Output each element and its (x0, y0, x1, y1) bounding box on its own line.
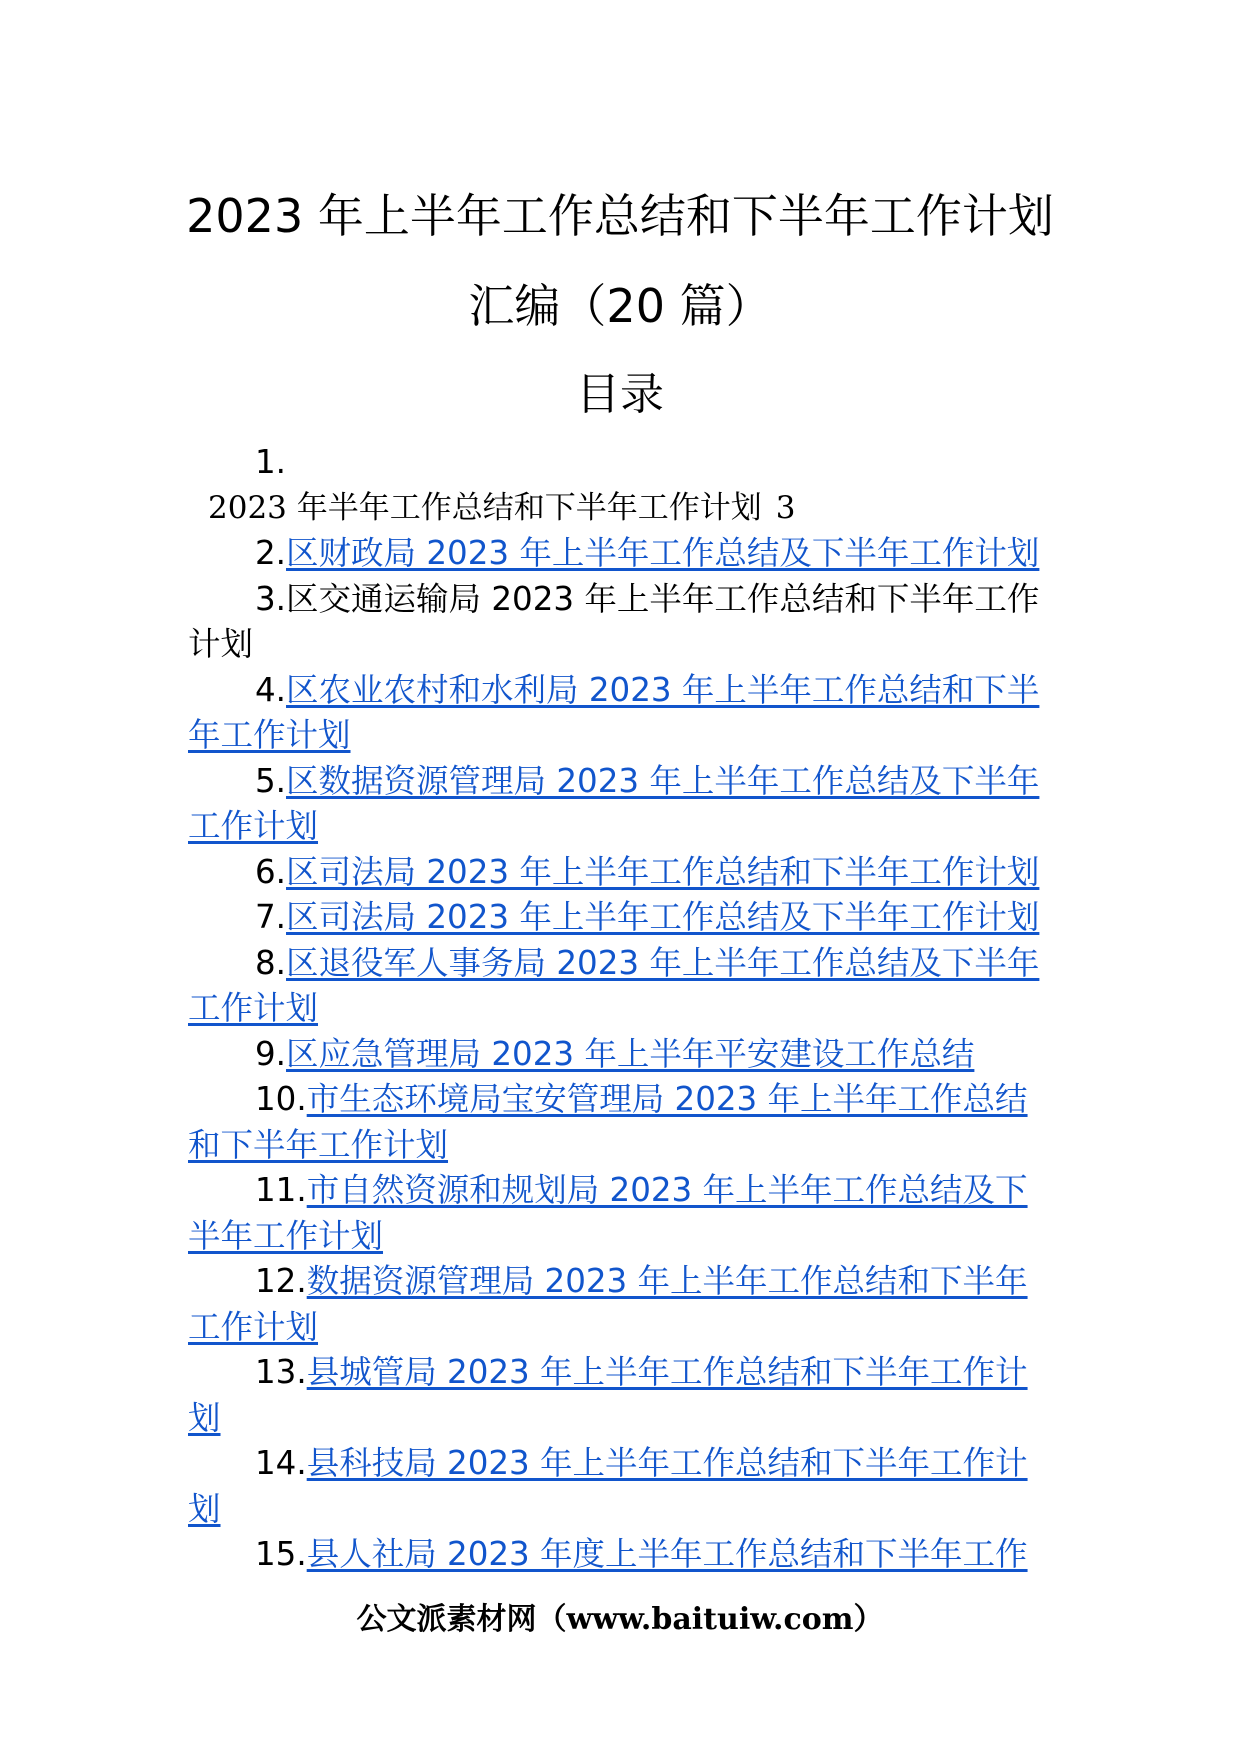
toc-item-4[interactable] (188, 668, 1055, 759)
toc-item-label: 2023 年半年工作总结和下半年工作计划 (208, 489, 762, 526)
toc-item-link[interactable]: 区财政局 2023 年上半年工作总结及下半年工作计划 (286, 534, 1040, 572)
toc-item-13[interactable] (188, 1350, 1055, 1441)
toc-item-number: 7. (255, 898, 287, 936)
toc-item-1-text[interactable] (188, 486, 1055, 532)
toc-heading: 目录 (576, 369, 664, 420)
toc-item-link[interactable]: 区应急管理局 2023 年上半年平安建设工作总结 (286, 1034, 975, 1073)
document-title-line-2: 汇编（20 篇） (468, 279, 772, 333)
toc-item-number: 15. (255, 1535, 307, 1573)
toc-item-number: 11. (255, 1171, 307, 1209)
toc-item-number: 10. (255, 1080, 307, 1118)
toc-item-number: 4. (255, 670, 287, 709)
toc-item-1[interactable] (188, 440, 1055, 486)
toc-item-10[interactable] (188, 1077, 1055, 1168)
toc-item-14[interactable] (188, 1441, 1055, 1532)
toc-item-link[interactable]: 区数据资源管理局 2023 年上半年工作总结及下半年工作计划 (188, 761, 1040, 845)
toc-item-number: 13. (255, 1353, 307, 1391)
toc-page-number: 3 (775, 489, 796, 526)
toc-item-3[interactable] (188, 577, 1055, 668)
toc-item-8[interactable] (188, 941, 1055, 1032)
toc-item-link[interactable]: 县人社局 2023 年度上半年工作总结和下半年工作 (306, 1535, 1028, 1573)
toc-item-5[interactable] (188, 759, 1055, 850)
toc-item-7[interactable] (188, 895, 1055, 941)
toc-item-number: 6. (255, 852, 287, 891)
toc-item-2[interactable] (188, 531, 1055, 577)
toc-item-12[interactable] (188, 1259, 1055, 1350)
toc-item-link[interactable]: 区司法局 2023 年上半年工作总结及下半年工作计划 (286, 898, 1040, 936)
toc-item-6[interactable] (188, 850, 1055, 896)
toc-item-number: 2. (255, 534, 287, 572)
toc-item-number: 14. (255, 1444, 307, 1482)
toc-item-link[interactable]: 区退役军人事务局 2023 年上半年工作总结及下半年工作计划 (188, 943, 1040, 1027)
toc-item-label[interactable]: 区交通运输局 2023 年上半年工作总结和下半年工作计划 (188, 579, 1040, 663)
toc-item-15[interactable] (188, 1532, 1055, 1578)
toc-item-number: 8. (255, 943, 287, 982)
toc-item-link[interactable]: 县城管局 2023 年上半年工作总结和下半年工作计划 (188, 1353, 1028, 1437)
toc-item-number: 5. (255, 761, 287, 800)
toc-item-number: 12. (255, 1262, 307, 1300)
toc-item-link[interactable]: 区司法局 2023 年上半年工作总结和下半年工作计划 (286, 852, 1040, 891)
toc-item-number: 3. (255, 579, 287, 618)
toc-item-number: 1. (255, 443, 287, 481)
toc-item-link[interactable]: 数据资源管理局 2023 年上半年工作总结和下半年工作计划 (188, 1262, 1028, 1346)
toc-item-11[interactable] (188, 1168, 1055, 1259)
page-footer: 公文派素材网（www.baituiw.com） (356, 1602, 884, 1637)
toc-item-link[interactable]: 区农业农村和水利局 2023 年上半年工作总结和下半年工作计划 (188, 670, 1040, 754)
toc-item-link[interactable]: 市生态环境局宝安管理局 2023 年上半年工作总结和下半年工作计划 (188, 1080, 1028, 1164)
document-title-line-1: 2023 年上半年工作总结和下半年工作计划 (186, 189, 1054, 243)
toc-item-9[interactable] (188, 1032, 1055, 1078)
toc-item-link[interactable]: 县科技局 2023 年上半年工作总结和下半年工作计划 (188, 1444, 1028, 1528)
table-of-contents (188, 440, 1055, 1578)
toc-item-number: 9. (255, 1034, 287, 1073)
toc-item-link[interactable]: 市自然资源和规划局 2023 年上半年工作总结及下半年工作计划 (188, 1171, 1028, 1255)
